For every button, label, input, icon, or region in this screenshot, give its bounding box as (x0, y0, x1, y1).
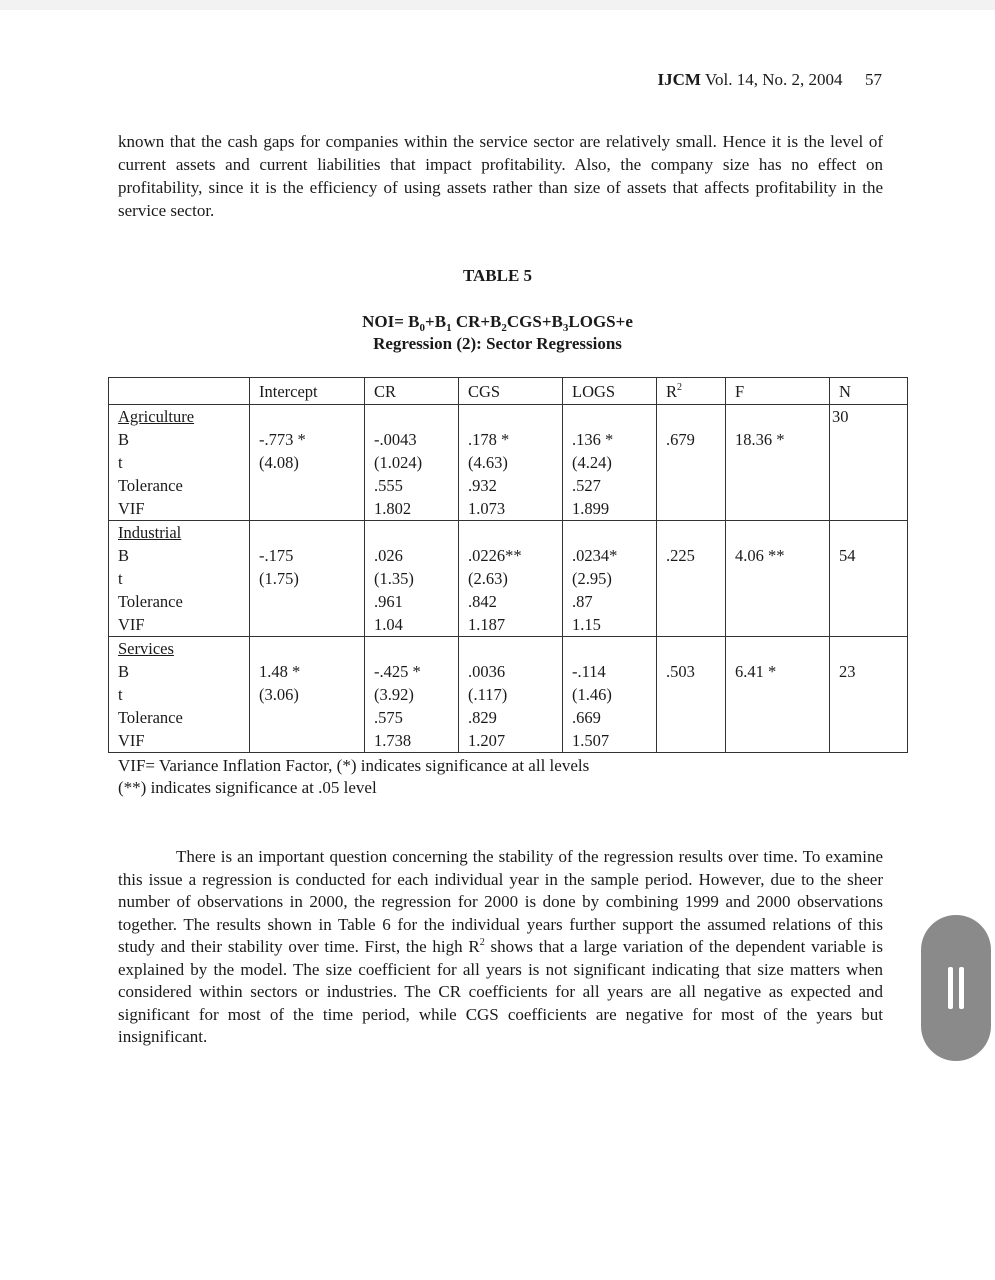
header-cr: CR (365, 378, 459, 405)
f-value: 18.36 * (726, 428, 830, 451)
table-row: VIF 1.04 1.187 1.15 (109, 613, 908, 637)
table-row: Tolerance .961 .842 .87 (109, 590, 908, 613)
table-notes (118, 755, 589, 799)
table-row: t (4.08) (1.024) (4.63) (4.24) (109, 451, 908, 474)
group-label-agriculture: Agriculture (118, 407, 195, 426)
table-note-significance: (**) indicates significance at .05 level (118, 778, 377, 797)
r2-value: .503 (657, 660, 726, 683)
header-n: N (830, 378, 908, 405)
running-header (658, 70, 883, 90)
table-row (109, 405, 908, 429)
table-row: VIF 1.738 1.207 1.507 (109, 729, 908, 753)
r2-value: .679 (657, 428, 726, 451)
regression-equation: $NOI= B_0+B_1$ $CR+B_2CGS+B_3LOGS+e$ (362, 312, 633, 334)
top-bar (0, 0, 995, 10)
n-value: 23 (830, 660, 908, 683)
group-label-services: Services (118, 639, 174, 658)
table-row: Tolerance .575 .829 .669 (109, 706, 908, 729)
page-number: 57 (865, 70, 882, 89)
table-header-row (109, 378, 908, 405)
regression-table (108, 377, 908, 753)
table-row: B -.175 .026 .0226** .0234* .225 4.06 ** 54 (109, 544, 908, 567)
f-value: 6.41 * (726, 660, 830, 683)
grip-icon (959, 967, 964, 1009)
table-subtitle: Regression (2): Sector Regressions (373, 334, 622, 353)
table-row: B -.773 * -.0043 .178 * .136 * .679 18.36 * (109, 428, 908, 451)
header-logs: LOGS (563, 378, 657, 405)
scroll-handle[interactable] (921, 915, 991, 1061)
grip-icon (948, 967, 953, 1009)
paragraph-stability: There is an important question concerning the stability of the regression results over time. To examine this issue a regression is conducted for each individual year in the sample period. However, due to the sheer number of observations in 2000, the regression for 2000 is done by combining 1999 and 2000 observations together. The results shown in Table 6 for the individual years further support the assumed relations of this study and their stability over time. First, the high $R^2$ shows that a large variation of the dependent variable is explained by the model. The size coefficient for all years is not significant indicating that size matters when considered within sectors or industries. The CR coefficients for all years are all negative as expected and significant for most of the time period, while CGS coefficients are negative for most of the years but insignificant. (118, 847, 883, 1046)
header-f: F (726, 378, 830, 405)
table-row: t (3.06) (3.92) (.117) (1.46) (109, 683, 908, 706)
header-r2: $R^2$ (657, 378, 726, 405)
table-row: B 1.48 * -.425 * .0036 -.114 .503 6.41 * 23 (109, 660, 908, 683)
table-row: VIF 1.802 1.073 1.899 (109, 497, 908, 521)
n-value: 54 (830, 544, 908, 567)
table-row: Tolerance .555 .932 .527 (109, 474, 908, 497)
group-label-industrial: Industrial (118, 523, 182, 542)
journal-volume: Vol. 14, No. 2, 2004 (704, 70, 843, 89)
header-intercept: Intercept (250, 378, 365, 405)
f-value: 4.06 ** (726, 544, 830, 567)
n-value: 30 (830, 405, 908, 429)
table-row: t (1.75) (1.35) (2.63) (2.95) (109, 567, 908, 590)
header-cgs: CGS (459, 378, 563, 405)
table-note-vif: VIF= Variance Inflation Factor, (*) indicates significance at all levels (118, 756, 590, 775)
r2-value: .225 (657, 544, 726, 567)
journal-name: IJCM (657, 70, 701, 89)
table-row (109, 637, 908, 661)
paragraph-intro: known that the cash gaps for companies within the service sector are relatively small. Hence it is the level of current assets and current liabilities that impact profitability. Also, the company size has no effect on profitability, since it is the efficiency of using assets rather than size of assets that affects profitability in the service sector. (118, 132, 883, 220)
table-title: TABLE 5 (462, 266, 533, 285)
table-row (109, 521, 908, 545)
